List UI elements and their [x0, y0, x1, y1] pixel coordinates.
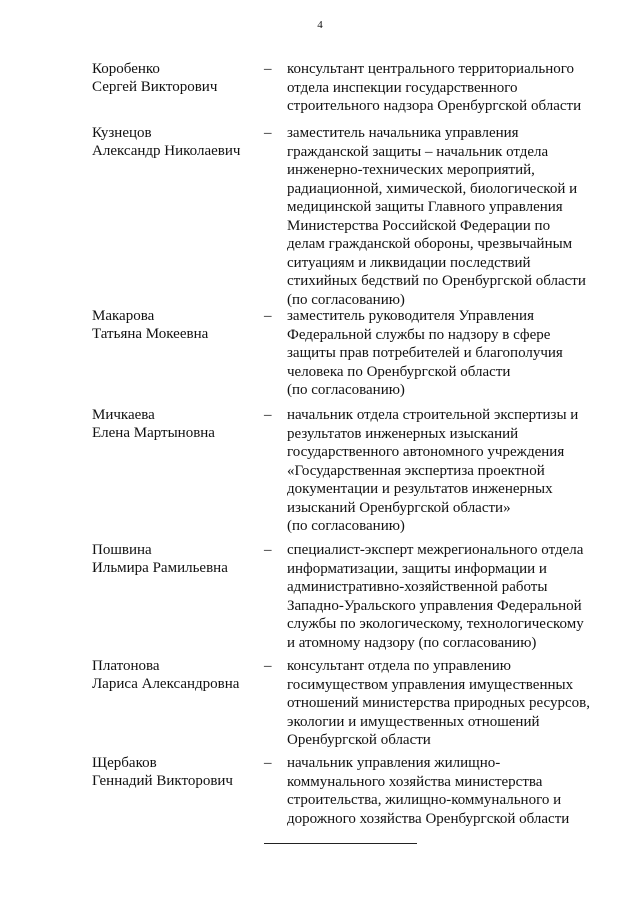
- member-given-names: Александр Николаевич: [92, 143, 241, 159]
- position-line: заместитель начальника управления: [287, 125, 519, 141]
- position-line: дорожного хозяйства Оренбургской области: [287, 810, 570, 827]
- position-line: документации и результатов инженерных: [287, 481, 553, 497]
- position-line: строительства, жилищно-коммунального и: [287, 792, 562, 808]
- position-line: «Государственная экспертиза проектной: [287, 462, 545, 479]
- member-surname: Пошвина: [92, 542, 152, 558]
- member-surname: Мичкаева: [92, 407, 155, 423]
- position-line: изысканий Оренбургской области»: [287, 499, 511, 516]
- member-given-names: Сергей Викторович: [92, 79, 218, 95]
- position-line: (по согласованию): [287, 291, 405, 308]
- position-line: и атомному надзору (по согласованию): [287, 634, 537, 651]
- position-line: коммунального хозяйства министерства: [287, 773, 543, 790]
- position-line: медицинской защиты Главного управления: [287, 199, 563, 215]
- member-name: [92, 657, 262, 693]
- member-position: [287, 307, 597, 400]
- dash-separator: –: [264, 407, 272, 423]
- position-line: гражданской защиты – начальник отдела: [287, 143, 549, 160]
- dash-separator: –: [264, 658, 272, 674]
- member-position: [287, 60, 597, 116]
- member-given-names: Татьяна Мокеевна: [92, 326, 209, 342]
- member-position: [287, 657, 597, 750]
- member-position: [287, 541, 597, 652]
- position-line: начальник управления жилищно-: [287, 755, 501, 771]
- member-surname: Щербаков: [92, 755, 157, 771]
- dash-separator: –: [264, 542, 272, 558]
- position-line: стихийных бедствий по Оренбургской области: [287, 273, 586, 289]
- position-line: Оренбургской области: [287, 732, 431, 748]
- member-position: [287, 124, 597, 309]
- position-line: строительного надзора Оренбургской области: [287, 98, 582, 114]
- position-line: отдела инспекции государственного: [287, 79, 518, 96]
- position-line: экологии и имущественных отношений: [287, 713, 540, 730]
- member-name: [92, 754, 262, 790]
- position-line: консультант центрального территориального: [287, 61, 575, 77]
- position-line: Западно-Уральского управления Федеральной: [287, 597, 582, 614]
- member-surname: Платонова: [92, 658, 160, 674]
- position-line: (по согласованию): [287, 382, 405, 398]
- position-line: начальник отдела строительной экспертизы и: [287, 407, 579, 423]
- position-line: Федеральной службы по надзору в сфере: [287, 326, 551, 343]
- member-name: [92, 541, 262, 577]
- dash-separator: –: [264, 755, 272, 771]
- position-line: службы по экологическому, технологическому: [287, 616, 584, 632]
- position-line: отношений министерства природных ресурсов,: [287, 695, 590, 711]
- position-line: госимуществом управления имущественных: [287, 676, 574, 693]
- member-surname: Макарова: [92, 308, 155, 324]
- member-name: [92, 307, 262, 343]
- member-surname: Коробенко: [92, 61, 160, 77]
- member-position: [287, 754, 597, 828]
- dash-separator: –: [264, 308, 272, 324]
- member-surname: Кузнецов: [92, 125, 152, 141]
- page-number: 4: [317, 19, 323, 31]
- position-line: Министерства Российской Федерации по: [287, 217, 551, 234]
- position-line: защиты прав потребителей и благополучия: [287, 345, 563, 361]
- position-line: результатов инженерных изысканий: [287, 425, 519, 442]
- position-line: ситуациям и ликвидации последствий: [287, 254, 531, 271]
- position-line: консультант отдела по управлению: [287, 658, 511, 674]
- position-line: административно-хозяйственной работы: [287, 579, 548, 595]
- member-name: [92, 124, 262, 160]
- member-given-names: Ильмира Рамильевна: [92, 560, 228, 576]
- closing-rule: [264, 843, 417, 844]
- member-given-names: Елена Мартыновна: [92, 425, 215, 441]
- position-line: информатизации, защиты информации и: [287, 560, 547, 577]
- position-line: радиационной, химической, биологической и: [287, 180, 578, 197]
- member-name: [92, 60, 262, 96]
- position-line: человека по Оренбургской области: [287, 363, 511, 380]
- position-line: специалист-эксперт межрегионального отдела: [287, 542, 584, 558]
- member-position: [287, 406, 597, 536]
- position-line: заместитель руководителя Управления: [287, 308, 534, 324]
- position-line: государственного автономного учреждения: [287, 444, 565, 460]
- dash-separator: –: [264, 61, 272, 77]
- position-line: (по согласованию): [287, 518, 405, 534]
- member-given-names: Геннадий Викторович: [92, 773, 233, 789]
- position-line: инженерно-технических мероприятий,: [287, 162, 535, 178]
- position-line: делам гражданской обороны, чрезвычайным: [287, 236, 573, 252]
- member-name: [92, 406, 262, 442]
- member-given-names: Лариса Александровна: [92, 676, 240, 692]
- dash-separator: –: [264, 125, 272, 141]
